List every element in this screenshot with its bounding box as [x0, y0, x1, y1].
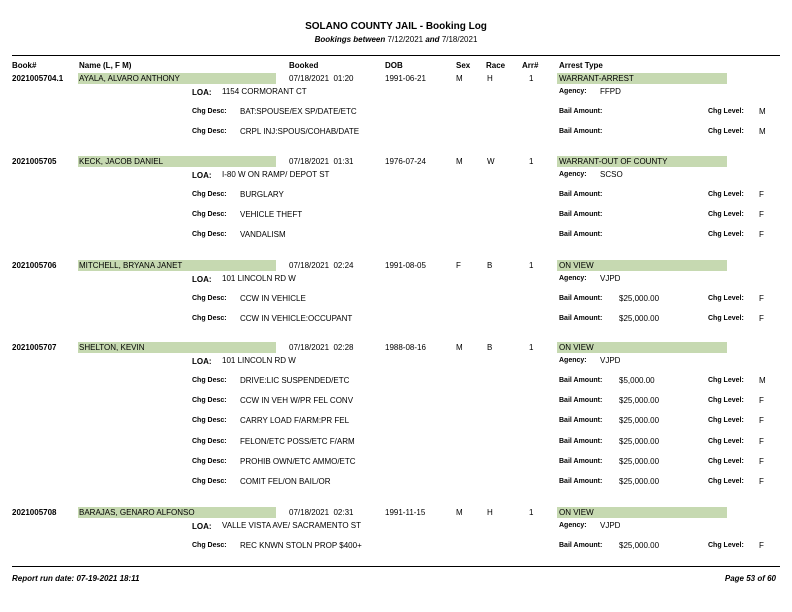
bail-amount-label: Bail Amount: — [559, 211, 603, 218]
agency-label: Agency: — [559, 522, 587, 529]
booking-number: 2021005708 — [12, 508, 57, 517]
col-header-arrest-type: Arrest Type — [559, 61, 603, 70]
bail-amount-label: Bail Amount: — [559, 438, 603, 445]
charge-level-label: Chg Level: — [708, 108, 744, 115]
col-header-sex: Sex — [456, 61, 471, 70]
charge-level-label: Chg Level: — [708, 542, 744, 549]
arrest-type: WARRANT-ARREST — [559, 74, 634, 83]
charge-desc-label: Chg Desc: — [192, 295, 227, 302]
bail-amount: $25,000.00 — [619, 541, 660, 550]
arrest-count: 1 — [529, 261, 534, 270]
header-top-rule — [12, 55, 780, 56]
page-number: Page 53 of 60 — [724, 574, 776, 583]
date-of-birth: 1976-07-24 — [385, 157, 426, 166]
agency-label: Agency: — [559, 357, 587, 364]
charge-description: CARRY LOAD F/ARM:PR FEL — [240, 416, 350, 425]
footer-rule — [12, 566, 780, 567]
charge-level: F — [759, 437, 764, 446]
charge-level-label: Chg Level: — [708, 478, 744, 485]
booked-datetime: 07/18/2021 01:20 — [289, 74, 354, 83]
inmate-name: MITCHELL, BRYANA JANET — [79, 261, 183, 270]
charge-level-label: Chg Level: — [708, 438, 744, 445]
sex: F — [456, 261, 461, 270]
date-to: 7/18/2021 — [441, 35, 478, 44]
charge-level: F — [759, 457, 764, 466]
race: B — [487, 261, 493, 270]
charge-level: F — [759, 477, 764, 486]
charge-level-label: Chg Level: — [708, 231, 744, 238]
subtitle-and: and — [425, 35, 440, 44]
location-of-arrest: VALLE VISTA AVE/ SACRAMENTO ST — [222, 521, 362, 530]
location-of-arrest: 101 LINCOLN RD W — [222, 274, 296, 283]
loa-label: LOA: — [192, 88, 212, 97]
booked-datetime: 07/18/2021 02:24 — [289, 261, 354, 270]
arrest-type: ON VIEW — [559, 261, 594, 270]
charge-desc-label: Chg Desc: — [192, 191, 227, 198]
charge-level-label: Chg Level: — [708, 377, 744, 384]
sex: M — [456, 74, 463, 83]
col-header-dob: DOB — [385, 61, 403, 70]
charge-description: REC KNWN STOLN PROP $400+ — [240, 541, 362, 550]
booking-number: 2021005706 — [12, 261, 57, 270]
bail-amount-label: Bail Amount: — [559, 128, 603, 135]
agency-label: Agency: — [559, 275, 587, 282]
charge-description: CCW IN VEH W/PR FEL CONV — [240, 396, 354, 405]
charge-level: F — [759, 396, 764, 405]
bail-amount: $25,000.00 — [619, 314, 660, 323]
bail-amount-label: Bail Amount: — [559, 108, 603, 115]
date-of-birth: 1991-08-05 — [385, 261, 426, 270]
bail-amount-label: Bail Amount: — [559, 231, 603, 238]
charge-description: BURGLARY — [240, 190, 284, 199]
charge-level: M — [759, 107, 766, 116]
charge-level-label: Chg Level: — [708, 417, 744, 424]
arresting-agency: VJPD — [600, 521, 621, 530]
charge-desc-label: Chg Desc: — [192, 231, 227, 238]
charge-description: COMIT FEL/ON BAIL/OR — [240, 477, 331, 486]
bail-amount-label: Bail Amount: — [559, 191, 603, 198]
booking-number: 2021005704.1 — [12, 74, 64, 83]
charge-desc-label: Chg Desc: — [192, 211, 227, 218]
sex: M — [456, 157, 463, 166]
charge-level: F — [759, 314, 764, 323]
charge-desc-label: Chg Desc: — [192, 108, 227, 115]
charge-desc-label: Chg Desc: — [192, 417, 227, 424]
arresting-agency: VJPD — [600, 356, 621, 365]
charge-level-label: Chg Level: — [708, 315, 744, 322]
agency-label: Agency: — [559, 171, 587, 178]
inmate-name: AYALA, ALVARO ANTHONY — [79, 74, 180, 83]
charge-desc-label: Chg Desc: — [192, 438, 227, 445]
charge-description: PROHIB OWN/ETC AMMO/ETC — [240, 457, 356, 466]
arrest-count: 1 — [529, 508, 534, 517]
charge-desc-label: Chg Desc: — [192, 128, 227, 135]
race: W — [487, 157, 495, 166]
bail-amount-label: Bail Amount: — [559, 315, 603, 322]
booked-datetime: 07/18/2021 01:31 — [289, 157, 354, 166]
col-header-booked: Booked — [289, 61, 319, 70]
arresting-agency: FFPD — [600, 87, 621, 96]
charge-level: F — [759, 190, 764, 199]
charge-description: VEHICLE THEFT — [240, 210, 303, 219]
charge-level: F — [759, 294, 764, 303]
sex: M — [456, 343, 463, 352]
charge-description: DRIVE:LIC SUSPENDED/ETC — [240, 376, 350, 385]
location-of-arrest: 1154 CORMORANT CT — [222, 87, 307, 96]
charge-desc-label: Chg Desc: — [192, 315, 227, 322]
loa-label: LOA: — [192, 357, 212, 366]
charge-level-label: Chg Level: — [708, 191, 744, 198]
bail-amount: $25,000.00 — [619, 294, 660, 303]
bail-amount-label: Bail Amount: — [559, 542, 603, 549]
charge-description: CCW IN VEHICLE:OCCUPANT — [240, 314, 353, 323]
date-of-birth: 1988-08-16 — [385, 343, 426, 352]
inmate-name: SHELTON, KEVIN — [79, 343, 145, 352]
arresting-agency: SCSO — [600, 170, 623, 179]
race: B — [487, 343, 493, 352]
bail-amount-label: Bail Amount: — [559, 417, 603, 424]
arrest-type: ON VIEW — [559, 343, 594, 352]
bail-amount: $25,000.00 — [619, 457, 660, 466]
location-of-arrest: I-80 W ON RAMP/ DEPOT ST — [222, 170, 330, 179]
arrest-count: 1 — [529, 157, 534, 166]
location-of-arrest: 101 LINCOLN RD W — [222, 356, 296, 365]
report-title: SOLANO COUNTY JAIL - Booking Log — [305, 21, 487, 32]
arrest-count: 1 — [529, 343, 534, 352]
subtitle-prefix: Bookings between — [314, 35, 386, 44]
charge-desc-label: Chg Desc: — [192, 397, 227, 404]
col-header-book: Book# — [12, 61, 37, 70]
charge-description: VANDALISM — [240, 230, 286, 239]
loa-label: LOA: — [192, 275, 212, 284]
agency-label: Agency: — [559, 88, 587, 95]
charge-level: M — [759, 376, 766, 385]
sex: M — [456, 508, 463, 517]
charge-description: CRPL INJ:SPOUS/COHAB/DATE — [240, 127, 360, 136]
charge-level-label: Chg Level: — [708, 211, 744, 218]
booking-number: 2021005705 — [12, 157, 57, 166]
charge-description: BAT:SPOUSE/EX SP/DATE/ETC — [240, 107, 357, 116]
bail-amount-label: Bail Amount: — [559, 458, 603, 465]
inmate-name: BARAJAS, GENARO ALFONSO — [79, 508, 195, 517]
bail-amount: $25,000.00 — [619, 416, 660, 425]
bail-amount-label: Bail Amount: — [559, 478, 603, 485]
booked-datetime: 07/18/2021 02:28 — [289, 343, 354, 352]
arrest-count: 1 — [529, 74, 534, 83]
report-subtitle — [0, 35, 792, 44]
loa-label: LOA: — [192, 522, 212, 531]
loa-label: LOA: — [192, 171, 212, 180]
charge-level: M — [759, 127, 766, 136]
col-header-arr: Arr# — [522, 61, 539, 70]
race: H — [487, 74, 493, 83]
arresting-agency: VJPD — [600, 274, 621, 283]
bail-amount-label: Bail Amount: — [559, 397, 603, 404]
arrest-type: ON VIEW — [559, 508, 594, 517]
col-header-name: Name (L, F M) — [79, 61, 132, 70]
bail-amount: $25,000.00 — [619, 437, 660, 446]
charge-level-label: Chg Level: — [708, 295, 744, 302]
charge-level: F — [759, 210, 764, 219]
bail-amount: $25,000.00 — [619, 396, 660, 405]
booked-datetime: 07/18/2021 02:31 — [289, 508, 354, 517]
charge-level: F — [759, 541, 764, 550]
charge-level-label: Chg Level: — [708, 128, 744, 135]
charge-level-label: Chg Level: — [708, 397, 744, 404]
bail-amount-label: Bail Amount: — [559, 295, 603, 302]
charge-description: CCW IN VEHICLE — [240, 294, 306, 303]
booking-number: 2021005707 — [12, 343, 57, 352]
charge-level-label: Chg Level: — [708, 458, 744, 465]
bail-amount: $5,000.00 — [619, 376, 655, 385]
bail-amount: $25,000.00 — [619, 477, 660, 486]
col-header-race: Race — [486, 61, 506, 70]
race: H — [487, 508, 493, 517]
charge-desc-label: Chg Desc: — [192, 478, 227, 485]
charge-level: F — [759, 230, 764, 239]
date-of-birth: 1991-06-21 — [385, 74, 426, 83]
inmate-name: KECK, JACOB DANIEL — [79, 157, 164, 166]
charge-desc-label: Chg Desc: — [192, 458, 227, 465]
date-from: 7/12/2021 — [387, 35, 424, 44]
charge-desc-label: Chg Desc: — [192, 542, 227, 549]
charge-desc-label: Chg Desc: — [192, 377, 227, 384]
report-run-date: Report run date: 07-19-2021 18:11 — [12, 574, 140, 583]
charge-level: F — [759, 416, 764, 425]
arrest-type: WARRANT-OUT OF COUNTY — [559, 157, 668, 166]
charge-description: FELON/ETC POSS/ETC F/ARM — [240, 437, 355, 446]
bail-amount-label: Bail Amount: — [559, 377, 603, 384]
date-of-birth: 1991-11-15 — [385, 508, 426, 517]
